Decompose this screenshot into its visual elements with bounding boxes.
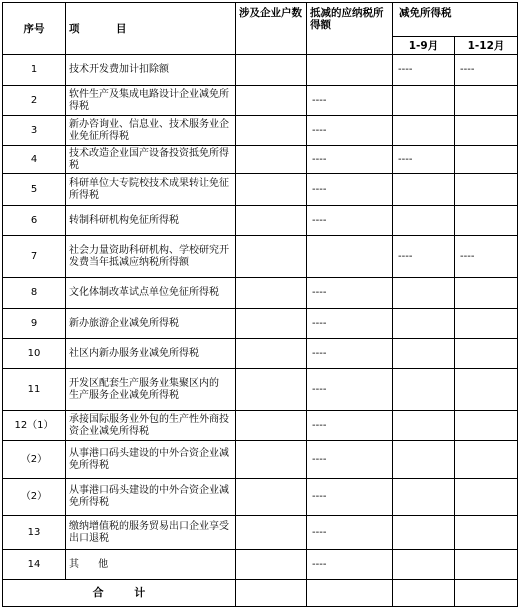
row-offset-cell[interactable] <box>307 236 393 278</box>
row-index: 10 <box>3 339 66 369</box>
row-year-cell[interactable] <box>455 116 518 146</box>
total-row <box>3 580 518 607</box>
header-exempt: 减免所得税 <box>393 3 518 37</box>
row-q3-cell[interactable] <box>393 479 455 516</box>
table-row <box>3 479 518 516</box>
table-row <box>3 146 518 174</box>
row-offset-cell[interactable]: ---- <box>307 206 393 236</box>
row-index: 4 <box>3 146 66 174</box>
row-index: 2 <box>3 86 66 116</box>
row-item: 转制科研机构免征所得税 <box>66 206 236 236</box>
table-row <box>3 116 518 146</box>
row-item: 新办咨询业、信息业、技术服务业企业免征所得税 <box>66 116 236 146</box>
header-index: 序号 <box>3 3 66 55</box>
row-year-cell[interactable] <box>455 411 518 441</box>
row-item: 其 他 <box>66 550 236 580</box>
row-year-cell[interactable] <box>455 206 518 236</box>
row-count-cell[interactable] <box>236 86 307 116</box>
row-year-cell[interactable] <box>455 339 518 369</box>
row-year-cell[interactable]: ---- <box>455 236 518 278</box>
table-row <box>3 174 518 206</box>
row-item: 社区内新办服务业减免所得税 <box>66 339 236 369</box>
row-count-cell[interactable] <box>236 441 307 479</box>
row-q3-cell[interactable] <box>393 441 455 479</box>
row-count-cell[interactable] <box>236 55 307 86</box>
row-offset-cell[interactable]: ---- <box>307 86 393 116</box>
row-offset-cell[interactable]: ---- <box>307 309 393 339</box>
row-year-cell[interactable] <box>455 550 518 580</box>
tax-relief-form <box>2 2 517 605</box>
row-index: 12（1） <box>3 411 66 441</box>
header-exempt-q3: 1-9月 <box>393 37 455 55</box>
table-row <box>3 206 518 236</box>
row-offset-cell[interactable]: ---- <box>307 339 393 369</box>
row-item: 技术开发费加计扣除额 <box>66 55 236 86</box>
table-row <box>3 411 518 441</box>
table-row <box>3 236 518 278</box>
row-offset-cell[interactable]: ---- <box>307 479 393 516</box>
table-row <box>3 369 518 411</box>
row-index: 8 <box>3 278 66 309</box>
header-count: 涉及企业户数 <box>236 3 307 55</box>
table-row <box>3 86 518 116</box>
row-offset-cell[interactable]: ---- <box>307 550 393 580</box>
row-item: 新办旅游企业减免所得税 <box>66 309 236 339</box>
total-q3-cell[interactable] <box>393 580 455 607</box>
row-year-cell[interactable] <box>455 479 518 516</box>
row-year-cell[interactable] <box>455 516 518 550</box>
row-q3-cell[interactable] <box>393 116 455 146</box>
row-offset-cell[interactable]: ---- <box>307 146 393 174</box>
row-year-cell[interactable]: ---- <box>455 55 518 86</box>
row-item: 开发区配套生产服务业集聚区内的 生产服务企业减免所得税 <box>66 369 236 411</box>
row-offset-cell[interactable] <box>307 55 393 86</box>
row-year-cell[interactable] <box>455 278 518 309</box>
row-q3-cell[interactable] <box>393 550 455 580</box>
row-q3-cell[interactable] <box>393 309 455 339</box>
row-year-cell[interactable] <box>455 441 518 479</box>
row-item: 缴纳增值税的服务贸易出口企业享受出口退税 <box>66 516 236 550</box>
row-index: 13 <box>3 516 66 550</box>
header-exempt-year: 1-12月 <box>455 37 518 55</box>
row-year-cell[interactable] <box>455 174 518 206</box>
row-index: （2） <box>3 479 66 516</box>
table-row <box>3 278 518 309</box>
row-q3-cell[interactable] <box>393 86 455 116</box>
row-year-cell[interactable] <box>455 369 518 411</box>
row-item: 社会力量资助科研机构、学校研究开发费当年抵减应纳税所得额 <box>66 236 236 278</box>
row-count-cell[interactable] <box>236 174 307 206</box>
row-q3-cell[interactable] <box>393 516 455 550</box>
header-offset: 抵减的应纳税所得额 <box>307 3 393 55</box>
row-count-cell[interactable] <box>236 206 307 236</box>
row-q3-cell[interactable] <box>393 278 455 309</box>
table-row <box>3 441 518 479</box>
row-index: 6 <box>3 206 66 236</box>
row-index: 14 <box>3 550 66 580</box>
row-item: 从事港口码头建设的中外合资企业减免所得税 <box>66 479 236 516</box>
row-q3-cell[interactable] <box>393 339 455 369</box>
row-offset-cell[interactable]: ---- <box>307 116 393 146</box>
row-index: 7 <box>3 236 66 278</box>
total-year-cell[interactable] <box>455 580 518 607</box>
header-row-top <box>3 3 518 37</box>
header-item: 项 目 <box>66 3 236 55</box>
row-q3-cell[interactable]: ---- <box>393 236 455 278</box>
row-offset-cell[interactable]: ---- <box>307 174 393 206</box>
row-count-cell[interactable] <box>236 516 307 550</box>
table-row <box>3 516 518 550</box>
row-q3-cell[interactable]: ---- <box>393 146 455 174</box>
row-item: 从事港口码头建设的中外合资企业减免所得税 <box>66 441 236 479</box>
row-item: 文化体制改革试点单位免征所得税 <box>66 278 236 309</box>
table-body <box>3 55 518 607</box>
row-index: 9 <box>3 309 66 339</box>
table-row <box>3 55 518 86</box>
row-year-cell[interactable] <box>455 86 518 116</box>
row-count-cell[interactable] <box>236 116 307 146</box>
row-offset-cell[interactable]: ---- <box>307 516 393 550</box>
row-count-cell[interactable] <box>236 278 307 309</box>
row-index: （2） <box>3 441 66 479</box>
row-count-cell[interactable] <box>236 146 307 174</box>
row-year-cell[interactable] <box>455 146 518 174</box>
row-count-cell[interactable] <box>236 479 307 516</box>
row-offset-cell[interactable]: ---- <box>307 278 393 309</box>
row-count-cell[interactable] <box>236 236 307 278</box>
row-year-cell[interactable] <box>455 309 518 339</box>
table-row <box>3 339 518 369</box>
row-q3-cell[interactable] <box>393 206 455 236</box>
row-count-cell[interactable] <box>236 339 307 369</box>
row-offset-cell[interactable]: ---- <box>307 411 393 441</box>
row-count-cell[interactable] <box>236 411 307 441</box>
row-count-cell[interactable] <box>236 550 307 580</box>
row-item: 技术改造企业国产设备投资抵免所得税 <box>66 146 236 174</box>
total-offset-cell[interactable] <box>307 580 393 607</box>
row-q3-cell[interactable]: ---- <box>393 55 455 86</box>
row-q3-cell[interactable] <box>393 369 455 411</box>
total-count-cell[interactable] <box>236 580 307 607</box>
row-index: 3 <box>3 116 66 146</box>
row-q3-cell[interactable] <box>393 411 455 441</box>
row-count-cell[interactable] <box>236 369 307 411</box>
row-item: 承接国际服务业外包的生产性外商投资企业减免所得税 <box>66 411 236 441</box>
table-row <box>3 309 518 339</box>
row-item: 软件生产及集成电路设计企业减免所得税 <box>66 86 236 116</box>
row-index: 1 <box>3 55 66 86</box>
row-index: 5 <box>3 174 66 206</box>
row-offset-cell[interactable]: ---- <box>307 369 393 411</box>
table-row <box>3 550 518 580</box>
row-offset-cell[interactable]: ---- <box>307 441 393 479</box>
row-q3-cell[interactable] <box>393 174 455 206</box>
tax-relief-table <box>2 2 518 607</box>
total-label: 合 计 <box>3 580 236 607</box>
row-index: 11 <box>3 369 66 411</box>
row-count-cell[interactable] <box>236 309 307 339</box>
row-item: 科研单位大专院校技术成果转让免征所得税 <box>66 174 236 206</box>
